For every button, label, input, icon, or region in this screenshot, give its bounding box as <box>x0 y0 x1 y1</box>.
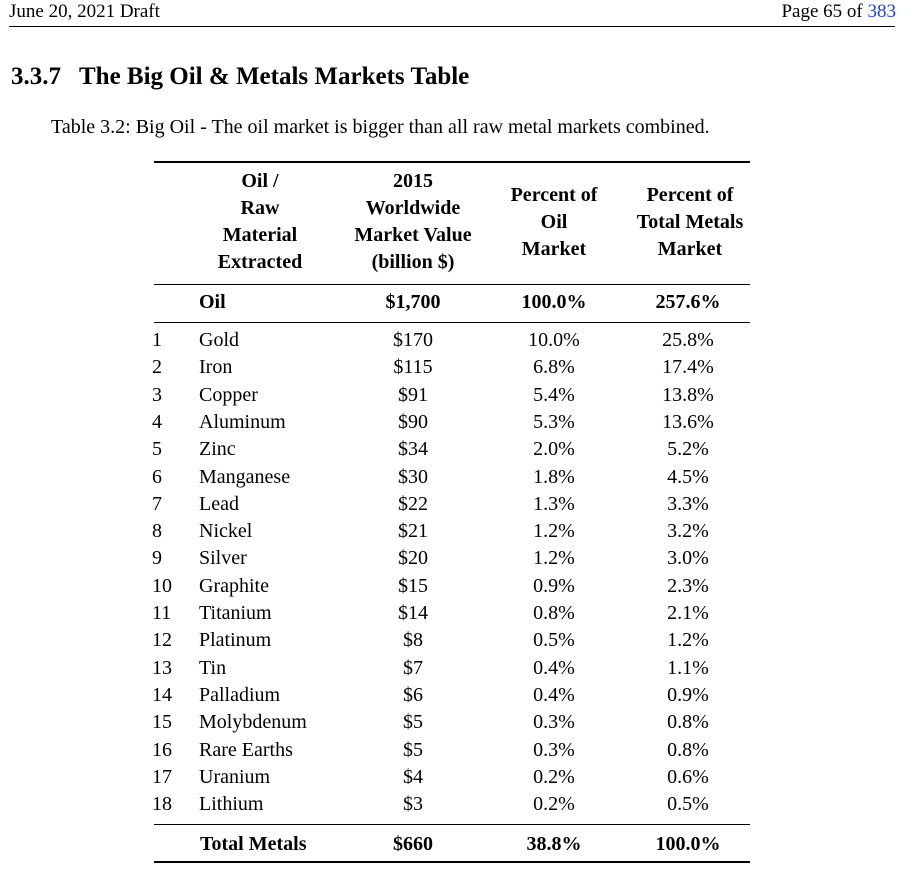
oil-pct-metals: 257.6% <box>655 291 721 313</box>
row-material: Lithium <box>199 793 264 816</box>
running-header-date: June 20, 2021 Draft <box>9 1 160 22</box>
row-rank: 15 <box>152 711 172 734</box>
table-top-rule <box>154 161 750 163</box>
row-pct-oil: 1.3% <box>533 492 575 515</box>
row-material: Manganese <box>199 465 291 488</box>
row-value: $6 <box>403 683 423 706</box>
row-value: $8 <box>403 629 423 652</box>
oil-pct-oil: 100.0% <box>521 291 587 313</box>
row-pct-oil: 5.3% <box>533 410 575 433</box>
total-name: Total Metals <box>200 833 307 855</box>
header-material-line: Extracted <box>217 251 303 273</box>
header-market-value <box>338 168 488 276</box>
row-pct-oil: 2.0% <box>533 438 575 461</box>
row-pct-metals: 1.2% <box>667 629 709 652</box>
row-material: Iron <box>199 356 233 379</box>
section-number: 3.3.7 <box>11 63 61 90</box>
header-rule <box>9 26 895 27</box>
oil-row-bottom-rule <box>154 322 750 323</box>
row-value: $91 <box>398 383 428 406</box>
row-rank: 11 <box>152 602 172 624</box>
row-value: $5 <box>403 738 423 761</box>
row-value: $3 <box>403 793 423 816</box>
row-pct-oil: 5.4% <box>533 383 575 406</box>
row-value: $21 <box>398 520 428 543</box>
row-material: Copper <box>199 383 258 406</box>
row-pct-metals: 0.6% <box>667 765 709 788</box>
row-pct-oil: 0.2% <box>533 793 575 816</box>
oil-value: $1,700 <box>385 291 441 313</box>
row-pct-metals: 17.4% <box>662 356 714 379</box>
row-pct-metals: 0.8% <box>667 711 709 734</box>
row-material: Palladium <box>199 683 281 706</box>
header-value-line: Market Value <box>354 224 472 246</box>
row-pct-metals: 13.8% <box>662 383 714 406</box>
row-rank: 8 <box>152 520 162 543</box>
row-rank: 9 <box>152 547 162 570</box>
row-material: Nickel <box>199 520 253 543</box>
header-material <box>190 168 330 276</box>
row-value: $15 <box>398 574 428 597</box>
row-pct-oil: 0.3% <box>533 738 575 761</box>
row-pct-metals: 5.2% <box>667 438 709 461</box>
row-value: $14 <box>398 602 428 624</box>
table-bottom-rule <box>154 861 750 863</box>
row-pct-metals: 3.2% <box>667 520 709 543</box>
row-value: $170 <box>393 329 433 351</box>
row-rank: 10 <box>152 574 172 597</box>
row-pct-oil: 0.2% <box>533 765 575 788</box>
row-rank: 12 <box>152 629 172 652</box>
section-heading <box>11 63 469 91</box>
row-material: Gold <box>199 329 239 351</box>
row-pct-oil: 10.0% <box>528 329 580 351</box>
header-pct-oil-line: Market <box>521 238 587 260</box>
row-material: Tin <box>199 656 227 679</box>
oil-name: Oil <box>199 291 226 313</box>
header-material-line: Material <box>222 224 298 246</box>
row-pct-metals: 2.3% <box>667 574 709 597</box>
row-value: $30 <box>398 465 428 488</box>
row-rank: 16 <box>152 738 172 761</box>
row-rank: 2 <box>152 356 162 379</box>
row-material: Platinum <box>199 629 272 652</box>
row-pct-oil: 0.9% <box>533 574 575 597</box>
row-material: Titanium <box>199 602 272 624</box>
row-rank: 6 <box>152 465 162 488</box>
row-material: Rare Earths <box>199 738 293 761</box>
row-material: Silver <box>199 547 247 570</box>
row-rank: 5 <box>152 438 162 461</box>
row-pct-metals: 0.8% <box>667 738 709 761</box>
row-rank: 1 <box>152 329 162 351</box>
row-pct-oil: 0.4% <box>533 656 575 679</box>
row-pct-metals: 0.5% <box>667 793 709 816</box>
row-rank: 13 <box>152 656 172 679</box>
header-pct-metals-line: Market <box>657 238 723 260</box>
row-pct-metals: 3.3% <box>667 492 709 515</box>
header-value-line: (billion $) <box>371 251 455 273</box>
row-pct-oil: 0.3% <box>533 711 575 734</box>
row-rank: 3 <box>152 383 162 406</box>
table-caption: Table 3.2: Big Oil - The oil market is bigger than all raw metal markets combined. <box>51 116 710 138</box>
header-pct-oil-line: Oil <box>540 211 568 233</box>
row-value: $4 <box>403 765 423 788</box>
row-material: Aluminum <box>199 410 286 433</box>
header-pct-metals-line: Total Metals <box>636 211 744 233</box>
total-pct-metals: 100.0% <box>655 833 721 855</box>
row-rank: 7 <box>152 492 162 515</box>
row-material: Zinc <box>199 438 236 461</box>
row-pct-metals: 25.8% <box>662 329 714 351</box>
row-material: Lead <box>199 492 239 515</box>
row-value: $90 <box>398 410 428 433</box>
header-material-line: Raw <box>240 197 280 219</box>
header-percent-metals <box>620 182 760 263</box>
header-percent-oil <box>494 182 614 263</box>
row-value: $115 <box>393 356 433 379</box>
page-total-link[interactable]: 383 <box>867 1 896 22</box>
row-pct-oil: 6.8% <box>533 356 575 379</box>
row-value: $20 <box>398 547 428 570</box>
row-pct-metals: 4.5% <box>667 465 709 488</box>
header-bottom-rule <box>154 284 750 285</box>
row-pct-oil: 0.4% <box>533 683 575 706</box>
row-pct-metals: 13.6% <box>662 410 714 433</box>
header-value-line: Worldwide <box>365 197 461 219</box>
row-material: Graphite <box>199 574 269 597</box>
total-row-top-rule <box>154 824 750 825</box>
row-pct-metals: 0.9% <box>667 683 709 706</box>
row-material: Uranium <box>199 765 271 788</box>
row-pct-oil: 1.2% <box>533 547 575 570</box>
row-pct-oil: 0.5% <box>533 629 575 652</box>
page-number-prefix: Page 65 of <box>781 1 868 22</box>
row-rank: 4 <box>152 410 162 433</box>
row-rank: 18 <box>152 793 172 816</box>
header-material-line: Oil / <box>241 170 279 192</box>
row-pct-oil: 0.8% <box>533 602 575 624</box>
row-value: $34 <box>398 438 428 461</box>
row-rank: 17 <box>152 765 172 788</box>
total-value: $660 <box>393 833 433 855</box>
row-rank: 14 <box>152 683 172 706</box>
row-value: $5 <box>403 711 423 734</box>
header-pct-oil-line: Percent of <box>510 184 598 206</box>
row-pct-oil: 1.8% <box>533 465 575 488</box>
row-value: $22 <box>398 492 428 515</box>
section-title: The Big Oil & Metals Markets Table <box>79 63 470 90</box>
row-value: $7 <box>403 656 423 679</box>
row-pct-metals: 2.1% <box>667 602 709 624</box>
row-pct-metals: 1.1% <box>667 656 709 679</box>
row-material: Molybdenum <box>199 711 307 734</box>
header-value-line: 2015 <box>393 170 433 192</box>
row-pct-metals: 3.0% <box>667 547 709 570</box>
header-pct-metals-line: Percent of <box>646 184 734 206</box>
row-pct-oil: 1.2% <box>533 520 575 543</box>
page-number <box>781 1 896 23</box>
total-pct-oil: 38.8% <box>526 833 582 855</box>
